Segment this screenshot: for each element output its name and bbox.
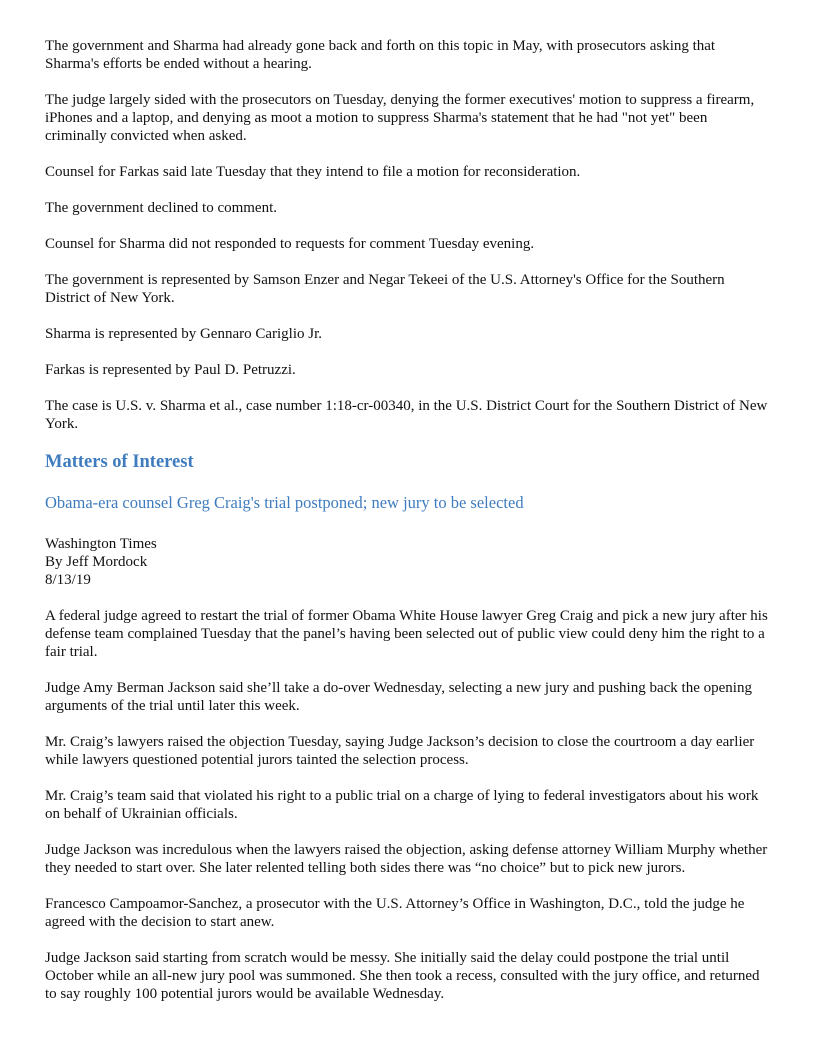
article-paragraph: Mr. Craig’s team said that violated his right to a public trial on a charge of lying to federal investigators about his work on behalf of Ukrainian officials. [45, 788, 759, 822]
paragraph: Farkas is represented by Paul D. Petruzzi. [45, 362, 296, 378]
paragraph: Sharma is represented by Gennaro Cariglio Jr. [45, 326, 323, 342]
article-paragraph: A federal judge agreed to restart the trial of former Obama White House lawyer Greg Craig and pick a new jury after his defense team complained Tuesday that the panel’s having been selected out of public view could deny him the right to a fair trial. [45, 608, 768, 660]
article-paragraph: Mr. Craig’s lawyers raised the objection Tuesday, saying Judge Jackson’s decision to close the courtroom a day earlier while lawyers questioned potential jurors tainted the selection process. [45, 734, 755, 768]
paragraph: Counsel for Farkas said late Tuesday that they intend to file a motion for reconsideration. [45, 164, 581, 180]
article-title-link[interactable]: Obama-era counsel Greg Craig's trial postponed; new jury to be selected [45, 493, 524, 512]
previous-article-body [45, 37, 772, 433]
article-source: Washington Times [45, 536, 157, 552]
section-heading: Matters of Interest [45, 452, 194, 472]
article-byline [45, 535, 772, 589]
paragraph: The government declined to comment. [45, 200, 278, 216]
paragraph: The government is represented by Samson Enzer and Negar Tekeei of the U.S. Attorney's Office for the Southern District of New York. [45, 272, 725, 306]
article-paragraph: Judge Jackson said starting from scratch would be messy. She initially said the delay could postpone the trial until October while an all-new jury pool was summoned. She then took a recess, consulted with the jury office, and returned to say roughly 100 potential jurors would be available Wednesday. [45, 950, 760, 1002]
paragraph: Counsel for Sharma did not responded to requests for comment Tuesday evening. [45, 236, 535, 252]
article [45, 493, 772, 1003]
paragraph: The case is U.S. v. Sharma et al., case number 1:18-cr-00340, in the U.S. District Court for the Southern District of New York. [45, 398, 768, 432]
article-author: By Jeff Mordock [45, 554, 148, 570]
paragraph: The government and Sharma had already gone back and forth on this topic in May, with prosecutors asking that Sharma's efforts be ended without a hearing. [45, 38, 716, 72]
paragraph: The judge largely sided with the prosecutors on Tuesday, denying the former executives' motion to suppress a firearm, iPhones and a laptop, and denying as moot a motion to suppress Sharma's statement that he had "not yet" been criminally convicted when asked. [45, 92, 755, 144]
article-paragraph: Francesco Campoamor-Sanchez, a prosecutor with the U.S. Attorney’s Office in Washington, D.C., told the judge he agreed with the decision to start anew. [45, 896, 745, 930]
article-date: 8/13/19 [45, 572, 91, 588]
article-paragraph: Judge Amy Berman Jackson said she’ll take a do-over Wednesday, selecting a new jury and pushing back the opening arguments of the trial until later this week. [45, 680, 752, 714]
article-paragraph: Judge Jackson was incredulous when the lawyers raised the objection, asking defense attorney William Murphy whether they needed to start over. She later relented telling both sides there was “no choice” but to pick new jurors. [45, 842, 768, 876]
